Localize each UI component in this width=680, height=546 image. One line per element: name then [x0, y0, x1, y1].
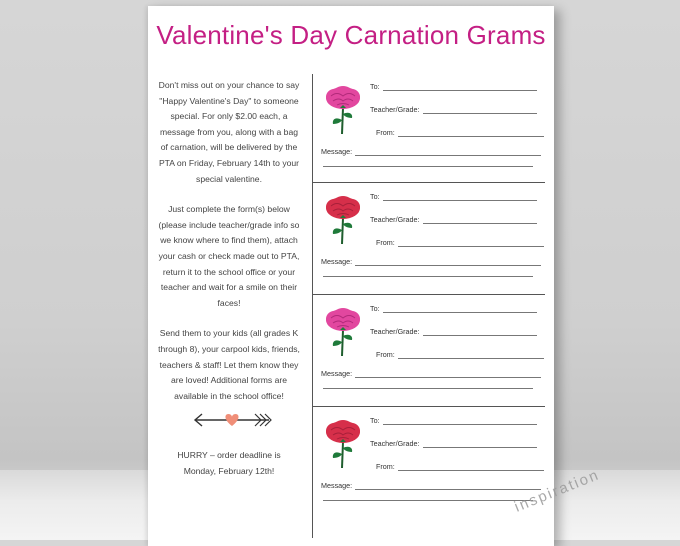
pink-carnation-icon	[321, 84, 365, 136]
carnation-gram-form	[313, 74, 545, 186]
teacher-grade-label: Teacher/Grade:	[370, 439, 420, 448]
to-line[interactable]	[383, 416, 537, 425]
watermark: inspiration	[512, 466, 603, 516]
message-label: Message:	[321, 369, 353, 378]
message-field[interactable]	[321, 369, 541, 378]
teacher-grade-field[interactable]	[370, 327, 537, 336]
red-carnation-icon	[321, 194, 365, 246]
flyer-sheet	[148, 6, 554, 546]
teacher-grade-line[interactable]	[423, 439, 537, 448]
from-field[interactable]	[370, 128, 544, 137]
carnation-gram-form	[313, 408, 545, 520]
from-line[interactable]	[398, 350, 544, 359]
message-line[interactable]	[355, 257, 541, 266]
teacher-grade-line[interactable]	[423, 215, 537, 224]
message-line[interactable]	[355, 147, 541, 156]
from-label: From:	[376, 350, 395, 359]
teacher-grade-line[interactable]	[423, 105, 537, 114]
teacher-grade-field[interactable]	[370, 439, 537, 448]
pink-carnation-icon	[321, 306, 365, 358]
red-carnation-icon	[321, 418, 365, 470]
carnation-gram-form	[313, 296, 545, 408]
message-field[interactable]	[321, 257, 541, 266]
teacher-grade-line[interactable]	[423, 327, 537, 336]
teacher-grade-field[interactable]	[370, 215, 537, 224]
from-line[interactable]	[398, 238, 544, 247]
from-field[interactable]	[370, 462, 544, 471]
message-field[interactable]	[321, 481, 541, 490]
message-line[interactable]	[355, 481, 541, 490]
message-label: Message:	[321, 257, 353, 266]
from-field[interactable]	[370, 350, 544, 359]
from-label: From:	[376, 462, 395, 471]
to-label: To:	[370, 416, 380, 425]
to-label: To:	[370, 82, 380, 91]
to-field[interactable]	[370, 82, 537, 91]
deadline-line-1: HURRY – order deadline is	[177, 450, 281, 460]
intro-paragraph-2: Just complete the form(s) below (please include teacher/grade info so we know where to find them), attach your cash or check made out to PTA, return it to the school office or your teacher and wait for a smile on their faces!	[158, 204, 300, 308]
intro-column	[156, 78, 302, 419]
intro-paragraph-3: Send them to your kids (all grades K through 8), your carpool kids, friends, teachers & staff! Let them know they are loved! Additional forms are available in the school office!	[158, 328, 300, 401]
message-label: Message:	[321, 481, 353, 490]
to-line[interactable]	[383, 82, 537, 91]
from-label: From:	[376, 238, 395, 247]
to-field[interactable]	[370, 416, 537, 425]
from-field[interactable]	[370, 238, 544, 247]
teacher-grade-label: Teacher/Grade:	[370, 215, 420, 224]
message-line-2[interactable]	[323, 166, 533, 167]
heart-arrow-icon	[191, 408, 273, 432]
carnation-gram-form	[313, 184, 545, 296]
message-line-2[interactable]	[323, 500, 533, 501]
message-line[interactable]	[355, 369, 541, 378]
page-title: Valentine's Day Carnation Grams	[156, 20, 546, 50]
from-line[interactable]	[398, 128, 544, 137]
message-field[interactable]	[321, 147, 541, 156]
message-label: Message:	[321, 147, 353, 156]
message-line-2[interactable]	[323, 276, 533, 277]
from-label: From:	[376, 128, 395, 137]
to-field[interactable]	[370, 304, 537, 313]
deadline-line-2: Monday, February 12th!	[183, 465, 275, 476]
message-line-2[interactable]	[323, 388, 533, 389]
to-label: To:	[370, 192, 380, 201]
from-line[interactable]	[398, 462, 544, 471]
to-line[interactable]	[383, 304, 537, 313]
teacher-grade-field[interactable]	[370, 105, 537, 114]
to-line[interactable]	[383, 192, 537, 201]
to-field[interactable]	[370, 192, 537, 201]
intro-paragraph-1: Don't miss out on your chance to say "Happy Valentine's Day" to someone special. For only $2.00 each, a message from you, along with a bag of carnation, will be delivered by the PTA on Friday, February 14th to your special valentine.	[158, 80, 300, 184]
to-label: To:	[370, 304, 380, 313]
teacher-grade-label: Teacher/Grade:	[370, 327, 420, 336]
teacher-grade-label: Teacher/Grade:	[370, 105, 420, 114]
deadline-note	[156, 448, 302, 479]
